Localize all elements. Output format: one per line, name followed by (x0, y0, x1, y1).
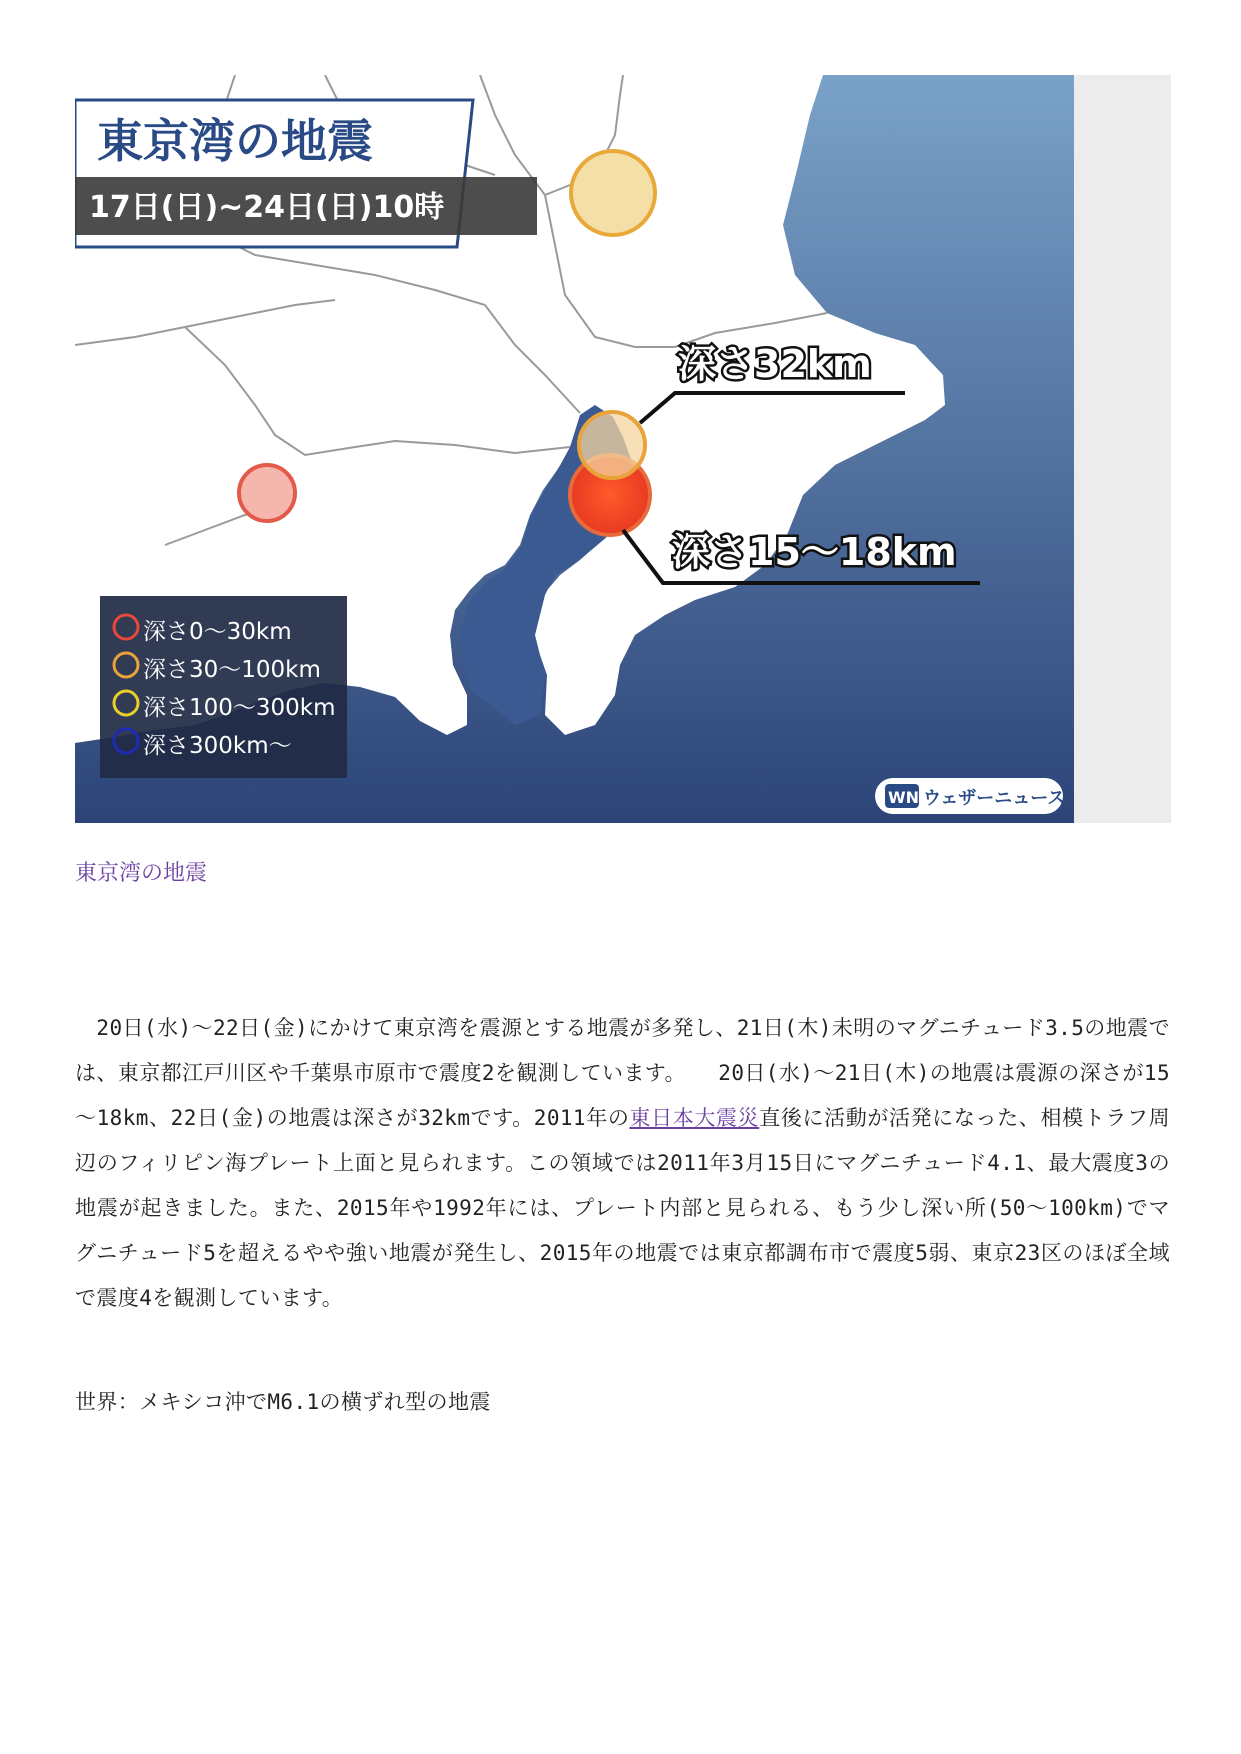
quake-marker-yellow (571, 151, 655, 235)
logo-text: ウェザーニュース (923, 788, 1066, 809)
legend-label-3: 深さ300km～ (143, 733, 292, 759)
great-east-japan-earthquake-link[interactable]: 東日本大震災 (629, 1106, 760, 1130)
article-text-part1: 20日(水)～22日(金)にかけて東京湾を震源とする地震が多発し、21日(木)未明のマグニチュード3.5の地震では、東京都江戸川区や千葉県市原市で震度2を観測しています。 20日(水)～21日(木)の地震は震源の深さが15～18km、22日(金)の地震は深さが32kmです。2011年の (75, 1016, 1170, 1130)
legend-label-1: 深さ30～100km (143, 657, 321, 683)
annotation-lower: 深さ15～18km (672, 530, 957, 574)
legend-label-2: 深さ100～300km (143, 695, 336, 721)
logo-mark: WN (888, 788, 920, 807)
article-text-part2: 直後に活動が活発になった、相模トラフ周辺のフィリピン海プレート上面と見られます。この領域では2011年3月15日にマグニチュード4.1、最大震度3の地震が起きました。また、2015年や1992年には、プレート内部と見られる、もう少し深い所(50～100km)でマグニチュード5を超えるやや強い地震が発生し、2015年の地震では東京都調布市で震度5弱、東京23区のほぼ全域で震度4を観測しています。 (75, 1106, 1170, 1310)
quake-marker-pink (239, 465, 295, 521)
related-article-link[interactable]: 世界：メキシコ沖でM6.1の横ずれ型の地震 (75, 1390, 491, 1414)
weathernews-logo (875, 778, 1065, 814)
earthquake-map (75, 75, 1074, 823)
legend (100, 596, 347, 778)
figure-caption[interactable]: 東京湾の地震 (75, 861, 208, 886)
map-period: 17日(日)~24日(日)10時 (89, 190, 445, 225)
annotation-upper: 深さ32km (678, 342, 872, 386)
map-figure (75, 75, 1171, 823)
map-svg (75, 75, 1074, 823)
quake-marker-upper (579, 412, 645, 478)
article-body (75, 1006, 1170, 1321)
map-title: 東京湾の地震 (97, 114, 373, 168)
legend-label-0: 深さ0～30km (143, 619, 292, 645)
article-paragraph (75, 1006, 1170, 1321)
